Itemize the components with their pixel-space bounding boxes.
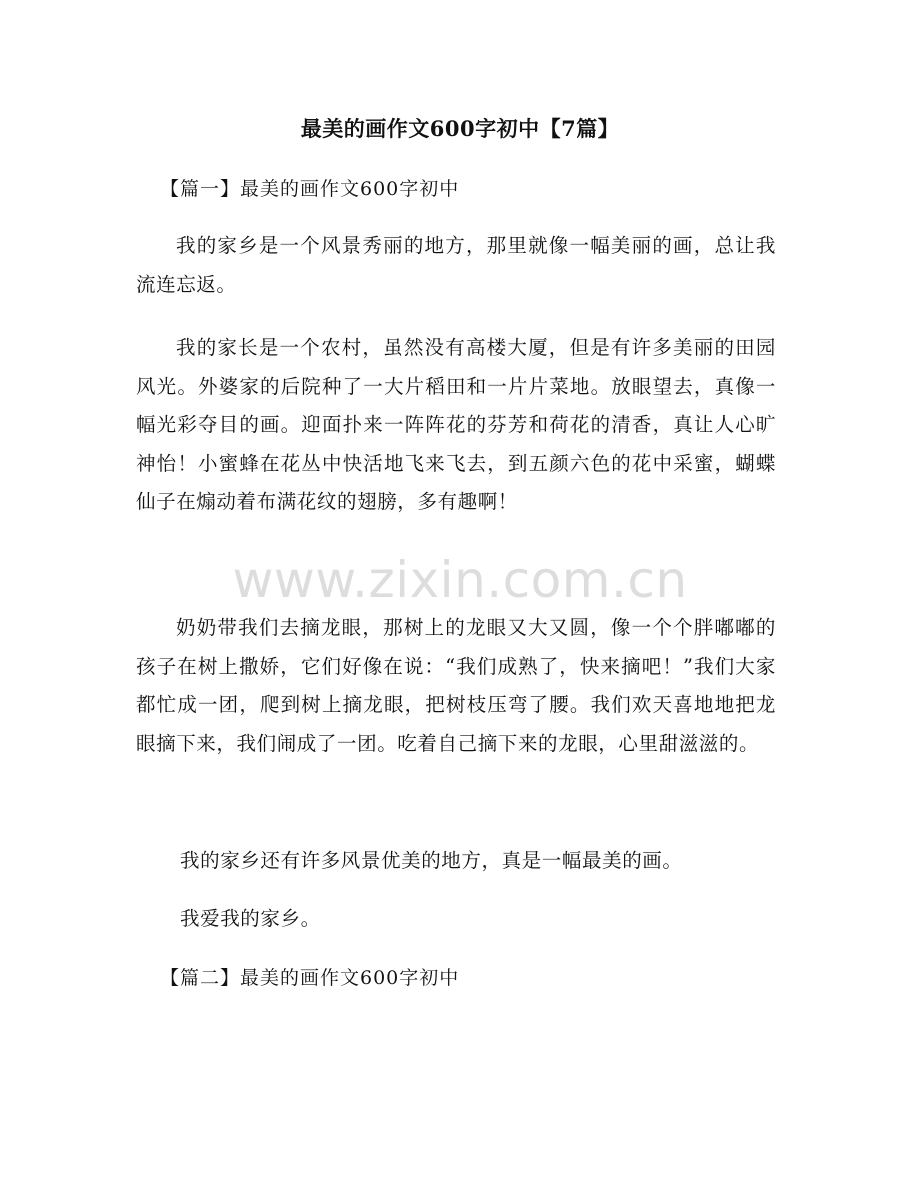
section-heading-2: 【篇二】最美的画作文600字初中: [160, 967, 460, 989]
paragraph-3: 奶奶带我们去摘龙眼，那树上的龙眼又大又圆，像一个个胖嘟嘟的孩子在树上撒娇，它们好像在说：“我们成熟了，快来摘吧！”我们大家都忙成一团，爬到树上摘龙眼，把树枝压弯了腰。我们欢天喜地地把龙眼摘下来，我们闹成了一团。吃着自己摘下来的龙眼，心里甜滋滋的。: [136, 616, 776, 755]
section-heading-1: 【篇一】最美的画作文600字初中: [160, 178, 460, 200]
paragraph-2: 我的家长是一个农村，虽然没有高楼大厦，但是有许多美丽的田园风光。外婆家的后院种了一大片稻田和一片片菜地。放眼望去，真像一幅光彩夺目的画。迎面扑来一阵阵花的芬芳和荷花的清香，真让人心旷神怡！小蜜蜂在花丛中快活地飞来飞去，到五颜六色的花中采蜜，蝴蝶仙子在煽动着布满花纹的翅膀，多有趣啊！: [136, 336, 776, 513]
paragraph-5: 我爱我的家乡。: [180, 907, 321, 930]
watermark-text: www.zixin.com.cn: [232, 551, 688, 609]
document-title: 最美的画作文600字初中【7篇】: [300, 116, 620, 141]
paragraph-4: 我的家乡还有许多风景优美的地方，真是一幅最美的画。: [180, 849, 683, 872]
paragraph-1: 我的家乡是一个风景秀丽的地方，那里就像一幅美丽的画，总让我流连忘返。: [136, 234, 776, 296]
